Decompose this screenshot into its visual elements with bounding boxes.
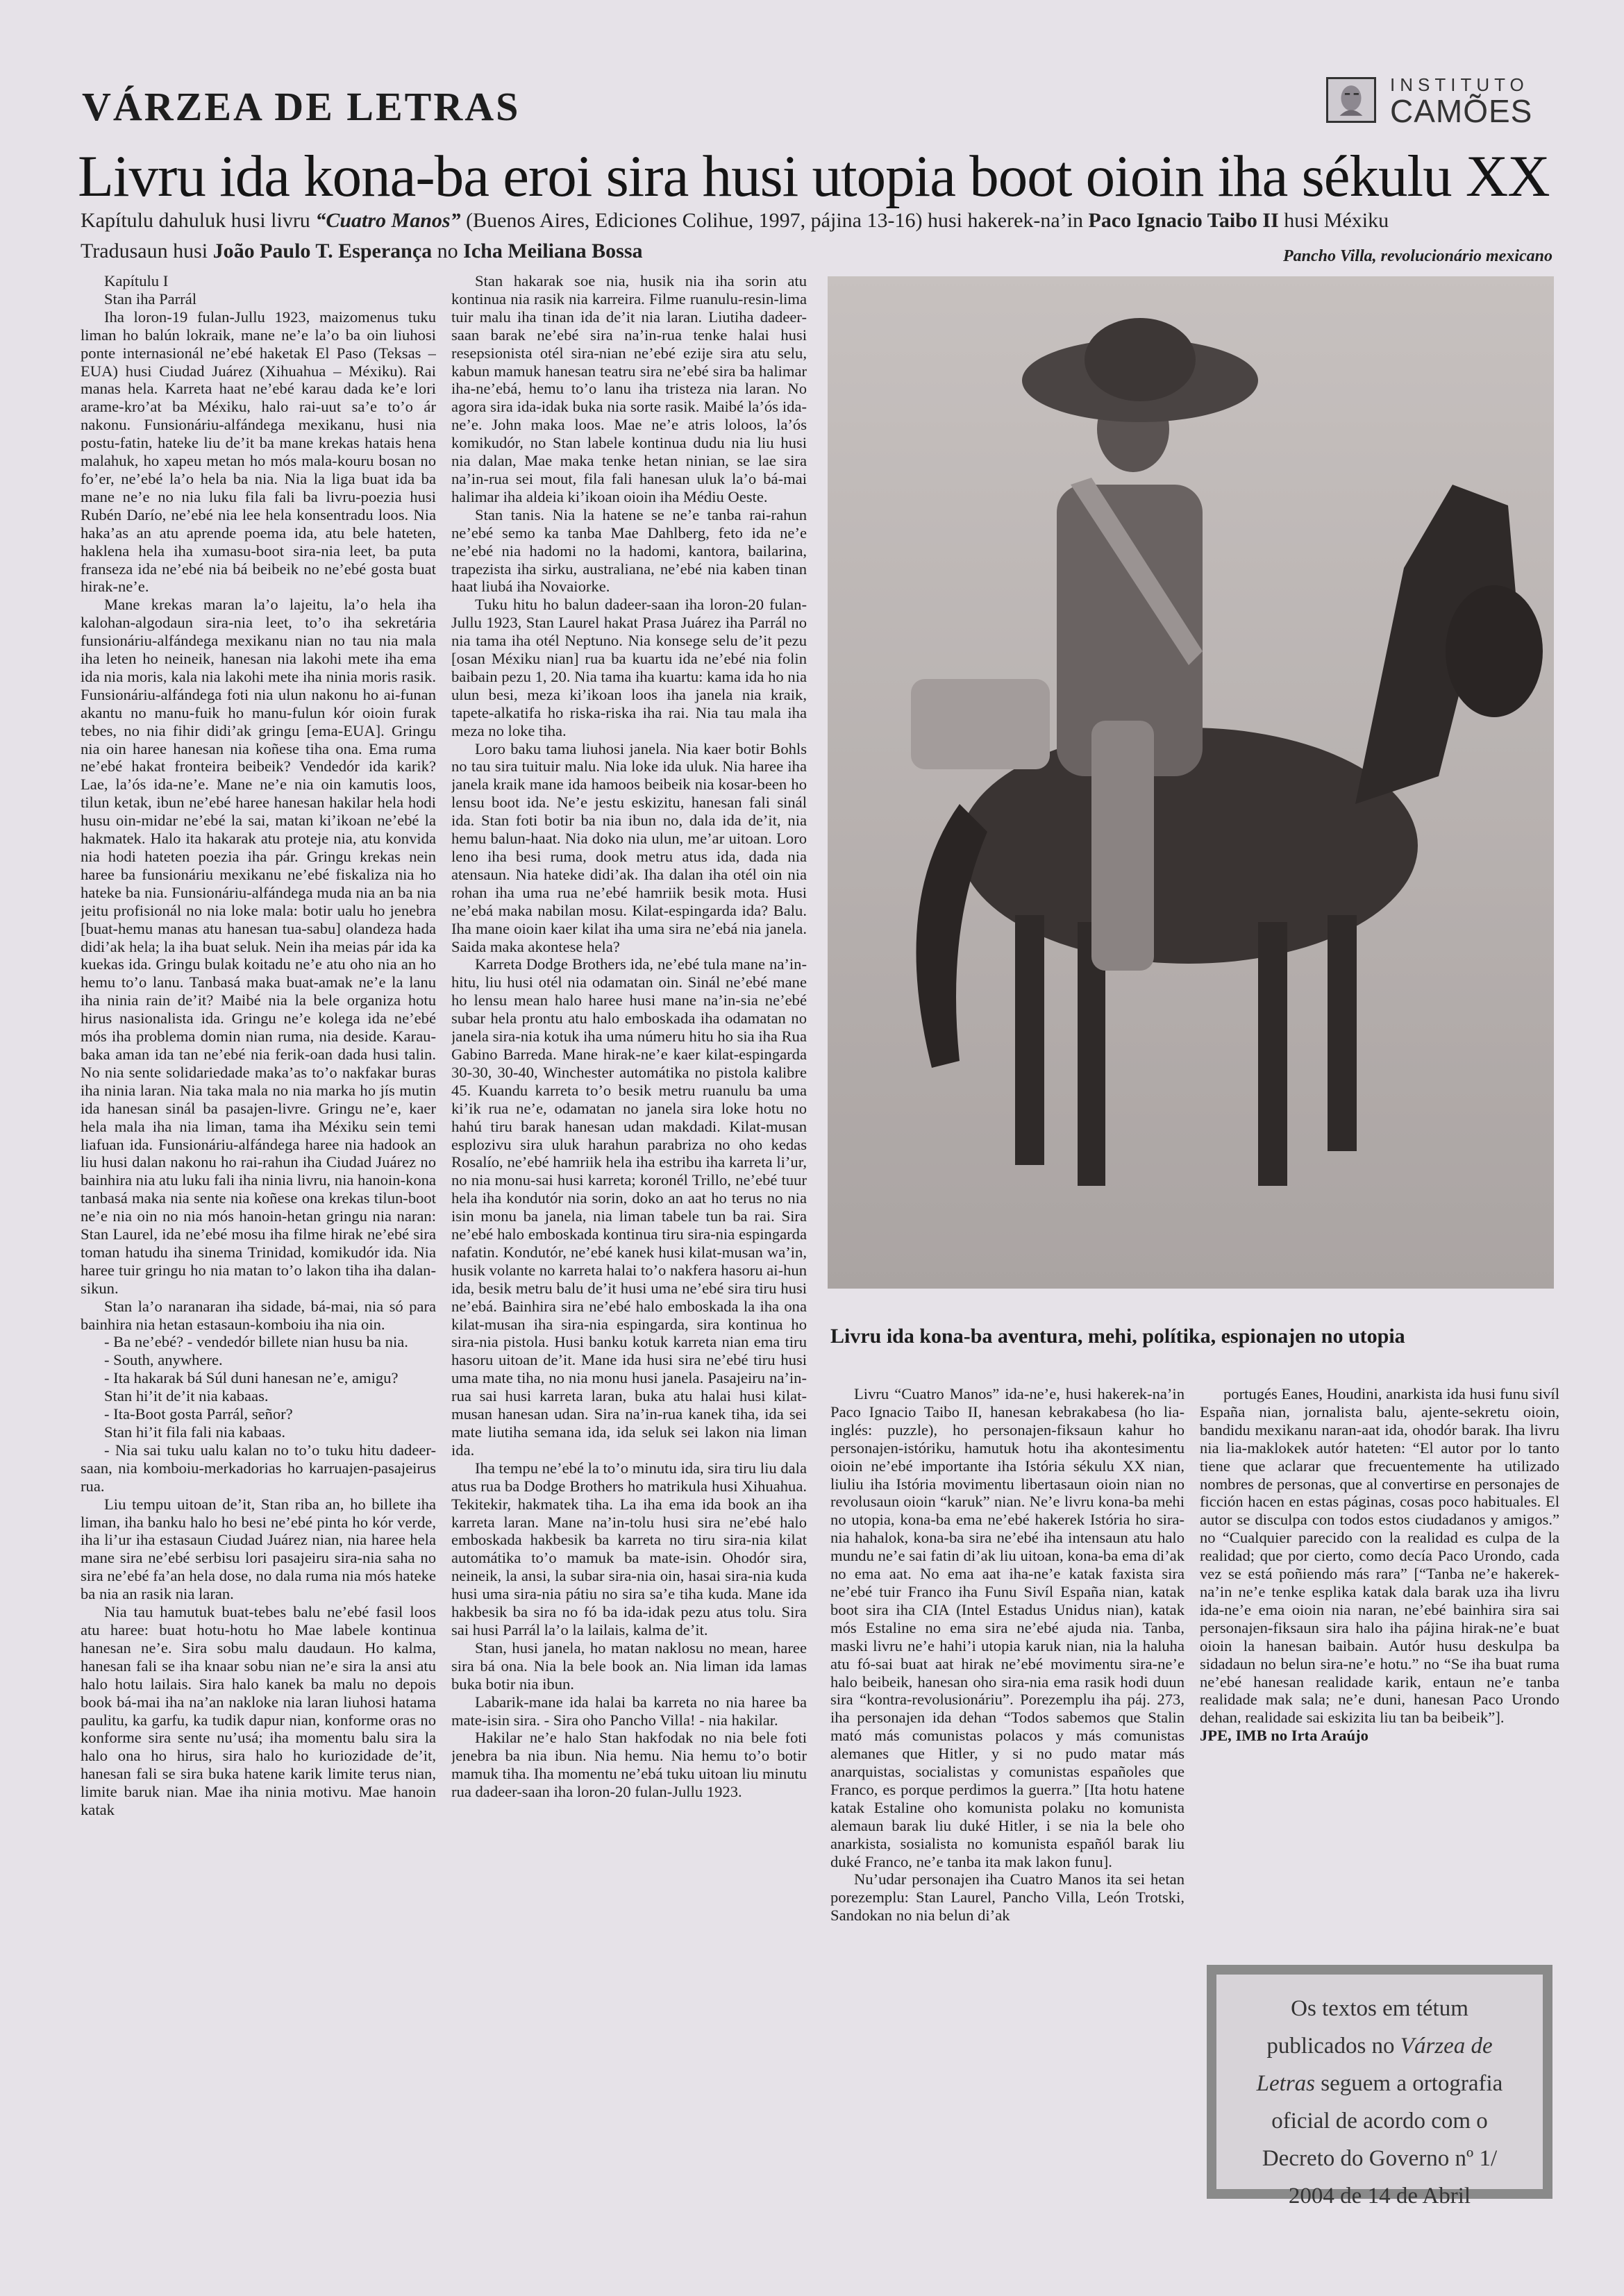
paragraph: Iha loron-19 fulan-Jullu 1923, maizomenus tuku liman ho balún lokraik, mane ne’e la’o ba oin liuhosi ponte internasionál ne’ebé haketak El Paso (Teksas – EUA) husi Ciudad Juárez (Xihuahua – Méxiku). Rai manas hela. Karreta haat ne’ebé karau dada ke’e lori arame-kro’at ba Méxiku, halo rai-uut sa’e to’o ár nakonu. Funsionáriu-alfándega mexikanu, husi nia postu-fatin, hateke liu de’it ba mane krekas hatais hena malahuk, ho xapeu metan ho mós mala-kouru bosan no fo’er, ne’ebé la’o hela ba nia. Nia la liga buat ida ba mane ne’e no nia luku fila fali ba livru-poezia husi Rubén Darío, ne’ebé nia lee hela konsentradu loos. Nia haka’as an atu aprende poema ida, atu bele hateten, haklena hela iha xumasu-boot sira-nia leet, ba puta franseza ida ne’ebé nia bá beibeik no ne’ebé gosta buat hirak-ne’e.: [81, 308, 436, 596]
paragraph: - Ita hakarak bá Súl duni hanesan ne’e, amigu?: [104, 1369, 399, 1387]
review-column-2: [1200, 1385, 1559, 1951]
paragraph: Mane krekas maran la’o lajeitu, la’o hela iha kalohan-algodaun sira-nia leet, to’o iha sekretária funsionáriu-alfándega mexikanu nian no tau nia mala iha leten ho neineik, hanesan nia lakohi mete iha ema ida nia moris, kala nia lakohi mete iha ninia moris rasik. Funsionáriu-alfándega foti nia ulun nakonu ho ai-funan akantu no manu-fuik ho manu-fulun kór oioin furak tebes, no nia fihir didi’ak gringu [ema-EUA]. Gringu nia oin haree hanesan nia koñese tiha ona. Ema ruma ne’ebé hakat fronteira beibeik? Vendedór ida karik? Lae, la’ós ida-ne’e. Mane ne’e nia oin kamutis loos, tilun ketak, ibun ne’ebé haree hanesan hakilar hela hodi husu oin-midar ne’ebé la sai, matan ki’ikoan ne’ebé la hakmatek. Halo ita hakarak atu proteje nia, atu konvida nia hodi hateten poezia iha pár. Gringu krekas nein haree ba funsionáriu mexikanu ne’ebé fiskaliza nia ho hateke ba nia. Funsionáriu-alfándega muda nia an ba nia jeitu profisionál no nia loke mala: botir ualu ho jenebra [buat-hemu manas atu hanesan tua-sabu] olandeza hada didi’ak hela; la iha buat seluk. Nein iha meias pár ida ka kuekas ida. Gringu bulak koitadu ne’e atu oho nia an ho hemu to’o lanu. Tanbasá maka buat-amak ne’e la lanu iha ninia rain de’it? Maibé nia la bele organiza hotu hirus nasionalista ida. Gringu ne’e kolega ida ne’ebé mós iha problema domin nian ruma, nia deside. Karau-baka aman ida tan ne’ebé nia ferik-oan dada husi talin. No nia sente solidariedade maka’as to’o nakfakar buras iha ninia laran. Nia taka mala no nia marka ho jís mutin ida hanesan sinál ba pasajen-livre. Gringu ne’e, kaer hela mala iha nia liman, tama iha Méxiku sein temi liafuan ida. Funsionáriu-alfándega haree nia hadook an liu husi dalan nakonu ho rai-rahun iha Ciudad Juárez no bainhira nia atu luku fali iha ninia livru, nia hanoin-kona tanbasá maka nia sente nia koñese ona krekas tilun-boot ne’e nia oin no nia mós hanoin-hetan gringu nia naran: Stan Laurel, ida ne’ebé mosu iha filme hirak ne’ebé sira toman hatudu iha sinema Trinidad, komikudór ida. Nia haree tuir gringu ho nia matan to’o lakon tiha iha dalan-sikun.: [81, 596, 436, 1297]
signature: JPE, IMB no Irta Araújo: [1200, 1727, 1368, 1745]
col2-body: [451, 272, 807, 1801]
paragraph: Stan hi’it fila fali nia kabaas.: [104, 1423, 285, 1441]
paragraph: Stan hakarak soe nia, husik nia iha sorin atu kontinua nia rasik nia karreira. Filme ruanulu-resin-lima tuir malu iha tinan ida de’it nia laran. Liutiha dadeer-saan barak ne’ebé sira na’in-rua tenke halai husi resepsionista otél sira-nian ne’ebé ezije sira atu selu, kabun mamuk hanesan teatru sira ne’ebé sira ba halimar iha-ne’ebá, hemu to’o lanu iha tristeza nia laran. No agora sira ida-idak buka nia sorte rasik. Maibé la’ós ida-ne’e. John maka loos. Mae ne’e atris loloos, la’ós komikudór, no Stan labele kontinua dudu nia liu husi nia dalan, Mae maka tenke hetan ninian, se lae sira na’in-rua sei mout, fila fali hanesan uluk la’o bá-mai halimar iha aldeia ki’ikoan oioin iha Médiu Oeste.: [451, 272, 807, 505]
orthography-notice: Os textos em tétum publicados no Várzea de Letras seguem a ortografia oficial de acordo com o Decreto do Governo nº 1/ 2004 de 14 de Abril: [1207, 1965, 1552, 2199]
paragraph: Karreta Dodge Brothers ida, ne’ebé tula mane na’in-hitu, liu husi otél nia odamatan oin. Sinál ne’ebé mane ho lensu mean halo haree husi mane na’in-sia ne’ebé subar hela prontu atu halo emboskada iha odamatan no janela sira-nia kotuk iha uma númeru hitu ho sia iha Rua Gabino Barreda. Mane hirak-ne’e kaer kilat-espingarda 30-30, 30-40, Winchester automátika no pistola kalibre 45. Kuandu karreta to’o besik metru ruanulu ba uma ki’ik rua ne’e, odamatan no janela sira loke hotu no hahú tiru barak hanesan udan makdadi. Kilat-musan esplozivu sira uluk harahun parabriza no oho kedas Rosalío, ne’ebé hamriik hela iha estribu iha karreta li’ur, no nia monu-sai husi karreta; koronél Trillo, ne’ebé tuur hela iha kondutór nia sorin, doko an aat ho terus no nia isin monu ba janela, nia liman tabele tun ba rai. Sira ne’ebé halo emboskada kontinua tiru sira-nia espingarda nafatin. Kondutór, ne’ebé kanek husi kilat-musan wa’in, husik volante no karreta halai to’o nakfera hasoru ai-hun ida, besik metru balu de’it husi uma ne’ebé sira tiru husi ne’ebá. Bainhira sira ne’ebé halo emboskada la iha ona kilat-musan iha sira-nia espingarda, sira kontinua ho sira-nia pistola. Husi banku kotuk karreta nian ema tiru hasoru uitoan de’it. Mane ida husi sira ne’ebé tiru husi uma mate tiha, no nia monu husi janela. Pasajeiru na’in-rua sai husi karreta laran, buka atu halai husi kilat-musan hanesan udan. Sira na’in-rua kanek tiha, ida sei mate liutiha semana ida, ida seluk sei lakon nia liman ida.: [451, 955, 807, 1459]
paragraph: Labarik-mane ida halai ba karreta no nia haree ba mate-isin sira. - Sira oho Pancho Villa! - nia hakilar.: [451, 1693, 807, 1729]
paragraph: Nia tau hamutuk buat-tebes balu ne’ebé fasil loos atu haree: buat hotu-hotu ho Mae labele kontinua hanesan ne’e. Sira sobu malu daudaun. Ho kalma, hanesan fali se iha knaar sobu nian ne’e sira la ansi atu halo hotu lailais. Sira halo kanek ba malu no depois book bá-mai iha na’an nakloke nia laran liuhosi hatama paulitu, ka garfu, ka tudik dapur nian, konforme oras no konforme sira sente nu’usá; iha momentu balu sira la halo ona ho hirus, sira halo ho kuriozidade de’it, hanesan fali se sira buka hatene karik limite terus nian, limite baruk nian. Mae iha ninia motivu. Mae hanoin katak: [81, 1603, 436, 1819]
photo-caption-bottom: Livru ida kona-ba aventura, mehi, polítika, espionajen no utopia: [830, 1325, 1405, 1348]
pancho-villa-photo: [828, 276, 1554, 1289]
paragraph: - Ita-Boot gosta Parrál, señor?: [104, 1405, 293, 1423]
chapter-label: Kapítulu I: [104, 272, 169, 290]
logo-line-2: CAMÕES: [1390, 93, 1533, 129]
col4-body: [1200, 1385, 1559, 1727]
logo-line-1: INSTITUTO: [1390, 74, 1529, 95]
col3-body: [830, 1385, 1184, 1925]
paragraph: Stan, husi janela, ho matan naklosu no mean, haree sira bá ona. Nia la bele book an. Nia liman ida lamas buka botir nia ibun.: [451, 1639, 807, 1693]
instituto-camoes-logo: [1326, 73, 1548, 128]
paragraph: Livru “Cuatro Manos” ida-ne’e, husi hakerek-na’in Paco Ignacio Taibo II, hanesan kebrakabesa (ho lia-inglés: puzzle), ho personajen-fiksaun kahur ho personajen-istóriku, hamutuk hotu iha akontesimentu oioin ne’ebé importante iha Istória sékulu XX nian, liuliu iha Istória movimentu libertasaun oioin nian no revolusaun oioin “karuk” nian. Ne’e livru kona-ba mehi no utopia, kona-ba ema ne’ebé hakerek Istória ho sira-nia hahalok, kona-ba sira ne’ebé iha intensaun atu halo mundu ne’e sai fatin di’ak liu uitoan, kona-ba ema di’ak no ema aat. No ema aat iha-ne’e katak faxista sira ne’ebé tuir Franco iha Funu Sivíl España nian, katak boot sira iha CIA (Intel Estadus Unidus nian), katak mós Estaline no ema sira ne’ebé ajuda nia. Tanba, maski livru ne’e hahi’i utopia karuk nian, nia la haluha atu fó-sai buat aat hirak ne’ebé movimentu sira-ne’e halo beibeik, hanesan oho sira-nia ema rasik hodi duun sira “kontra-revolusionáriu”. Porezemplu iha páj. 273, iha personajen ida dehan “Todos sabemos que Stalin mató más comunistas polacos y más comunistas alemanes que Hitler, y si no pudo matar más anarquistas, socialistas y comunistas españoles que Franco, es porque perdimos la guerra.” [Ita hotu hatene katak Estaline oho komunista polaku no komunista alemaun barak liu duké Hitler, i se nia la bele oho anarkista, sosialista no komunista españól barak liu duké Franco, ne’e tanba ita mak lakon funu].: [830, 1385, 1184, 1870]
review-column-1: [830, 1385, 1184, 2197]
photo-caption-top: Pancho Villa, revolucionário mexicano: [1282, 247, 1552, 265]
paragraph: Liu tempu uitoan de’it, Stan riba an, ho billete iha liman, iha banku halo ho besi ne’ebé pinta ho kór verde, iha li’ur iha estasaun Ciudad Juárez nian, nia haree hela mane sira ne’ebé serbisu lori pasajeiru sira-nia saha no sira ne’ebé fa’an hela dose, no dala ruma nia mós hateke ba nia an rasik nia laran.: [81, 1495, 436, 1603]
headline: Livru ida kona-ba eroi sira husi utopia boot oioin iha sékulu XX: [78, 144, 1550, 209]
article-column-2: [451, 272, 807, 2216]
paragraph: Iha tempu ne’ebé la to’o minutu ida, sira tiru liu dala atus rua ba Dodge Brothers ho matrikula husi Xihuahua. Tekitekir, hakmatek tiha. La iha ema ida book an iha karreta laran. Mane na’in-tolu husi sira ne’ebé halo emboskada hakbesik ba karreta no tiru sira-nia kilat automátika to’o mamuk ba mate-isin. Ohodór sira, neineik, la ansi, la subar sira-nia oin, hasai sira-nia kuda husi uma sira-nia pátiu no sira sa’e tiha kuda. Mane ida hakbesik ba sira no fó ba ida-idak pezu atus tolu. Sira sai husi Parrál la’o la lailais, kalma de’it.: [451, 1459, 807, 1639]
article-column-1: [81, 272, 436, 2209]
translators-line: Tradusaun husi João Paulo T. Esperança no Icha Meiliana Bossa: [81, 240, 643, 262]
camoes-portrait-icon: [1326, 77, 1376, 123]
col1-body: [81, 308, 436, 1819]
paragraph: - South, anywhere.: [104, 1351, 223, 1369]
paragraph: Nu’udar personajen iha Cuatro Manos ita sei hetan porezemplu: Stan Laurel, Pancho Villa, León Trotski, Sandokan no nia belun di’ak: [830, 1870, 1184, 1925]
subheadline: Kapítulu dahuluk husi livru “Cuatro Manos” (Buenos Aires, Ediciones Colihue, 1997, pájina 13-16) husi hakerek-na’in Paco Ignacio Taibo II husi Méxiku Tradusaun husi João Paulo T. Esperança no Icha Meiliana Bossa: [81, 209, 1389, 262]
paragraph: - Nia sai tuku ualu kalan no to’o tuku hitu dadeer-saan, nia komboiu-merkadorias ho karruajen-pasajeirus rua.: [81, 1441, 436, 1495]
paragraph: portugés Eanes, Houdini, anarkista ida husi funu sivíl España nian, jornalista balu, ajente-sekretu oioin, bandidu mexikanu naran-aat ida, ohodór barak. Iha livru nia lia-maklokek autór hateten: “El autor por lo tanto tiene que aclarar que frecuentemente ha utilizado nombres de personas, que al convertirse en personajes de ficción hacen en estas páginas, cosas poco habituales. El autor se disculpa con todos estos ciudadanos y amigos.” no “Cualquier parecido con la realidad es culpa de la realidad; que por cierto, como decía Paco Urondo, cada vez se está poñiendo más rara” [“Tanba ne’e hakerek-na’in ne’e tenke esplika katak dala barak uza iha livru ida-ne’e ema oioin nia naran, ne’ebé bainhira sira sai personajen-fiksaun sira halo iha pájina hirak-ne’e buat oioin la hanesan baibain. Autór husu deskulpa ba sidadaun no belun sira-ne’e hotu.” no “Se iha buat ruma ne’ebé hanesan realidade karik, entaun ne’e tanba realidade mak sala; ne’e duni, hanesan Paco Urondo dehan, realidade sai eskizita liu tan ba beibeik”].: [1200, 1385, 1559, 1727]
paragraph: Hakilar ne’e halo Stan hakfodak no nia bele foti jenebra ba nia ibun. Nia hemu. Nia hemu to’o botir mamuk tiha. Iha momentu ne’ebá tuku uitoan liu minutu rua dadeer-saan iha loron-20 fulan-Jullu 1923.: [451, 1729, 807, 1801]
paragraph: Stan hi’it de’it nia kabaas.: [104, 1387, 269, 1405]
section-title: VÁRZEA DE LETRAS: [82, 84, 521, 129]
paragraph: Stan tanis. Nia la hatene se ne’e tanba rai-rahun ne’ebé semo ka tanba Mae Dahlberg, feto ida ne’e ne’ebé nia hadomi no la hadomi, kantora, bailarina, trapezista iha sirku, australiana, ne’ebé nia kaben tinan haat liubá iha Novaiorke.: [451, 505, 807, 596]
paragraph: Stan la’o naranaran iha sidade, bá-mai, nia só para bainhira nia hetan estasaun-komboiu iha nia oin.: [81, 1297, 436, 1333]
paragraph: Tuku hitu ho balun dadeer-saan iha loron-20 fulan-Jullu 1923, Stan Laurel hakat Prasa Juárez iha Parrál no nia tama iha otél Neptuno. Nia konsege selu de’it pezu [osan Méxiku nian] rua ba kuartu ida ne’ebé nia folin baibain pezu 1, 20. Nia tama iha kuartu: kama ida ho nia ulun besi, meza ki’ikoan loos iha janela nia kraik, tapete-alkatifa ho riska-riska iha rai. Nia tau mala iha meza no loke tiha.: [451, 596, 807, 739]
paragraph: Loro baku tama liuhosi janela. Nia kaer botir Bohls no tau sira tuituir malu. Nia loke ida uluk. Nia haree iha janela kraik mane ida hamoos beibeik nia kosar-been ho lensu boot ida. Ne’e jestu eskizitu, hanesan fali sinál ida. Stan foti botir ba nia ibun no, dala ida de’it, nia hemu balun-haat. Nia doko nia ulun, me’ar uitoan. Loro leno iha besi ruma, dook metru atus ida, dada nia atensaun. Nia hateke didi’ak. Iha dalan iha otél oin nia rohan iha uma rua ne’ebé hamriik besik mota. Husi ne’ebá maka nabilan mosu. Kilat-espingarda ida? Balu. Iha mane oioin kaer kilat iha uma sira ne’ebá nia janela. Saida maka akontese hela?: [451, 739, 807, 955]
chapter-title: Stan iha Parrál: [104, 290, 197, 308]
paragraph: - Ba ne’ebé? - vendedór billete nian husu ba nia.: [104, 1333, 408, 1351]
